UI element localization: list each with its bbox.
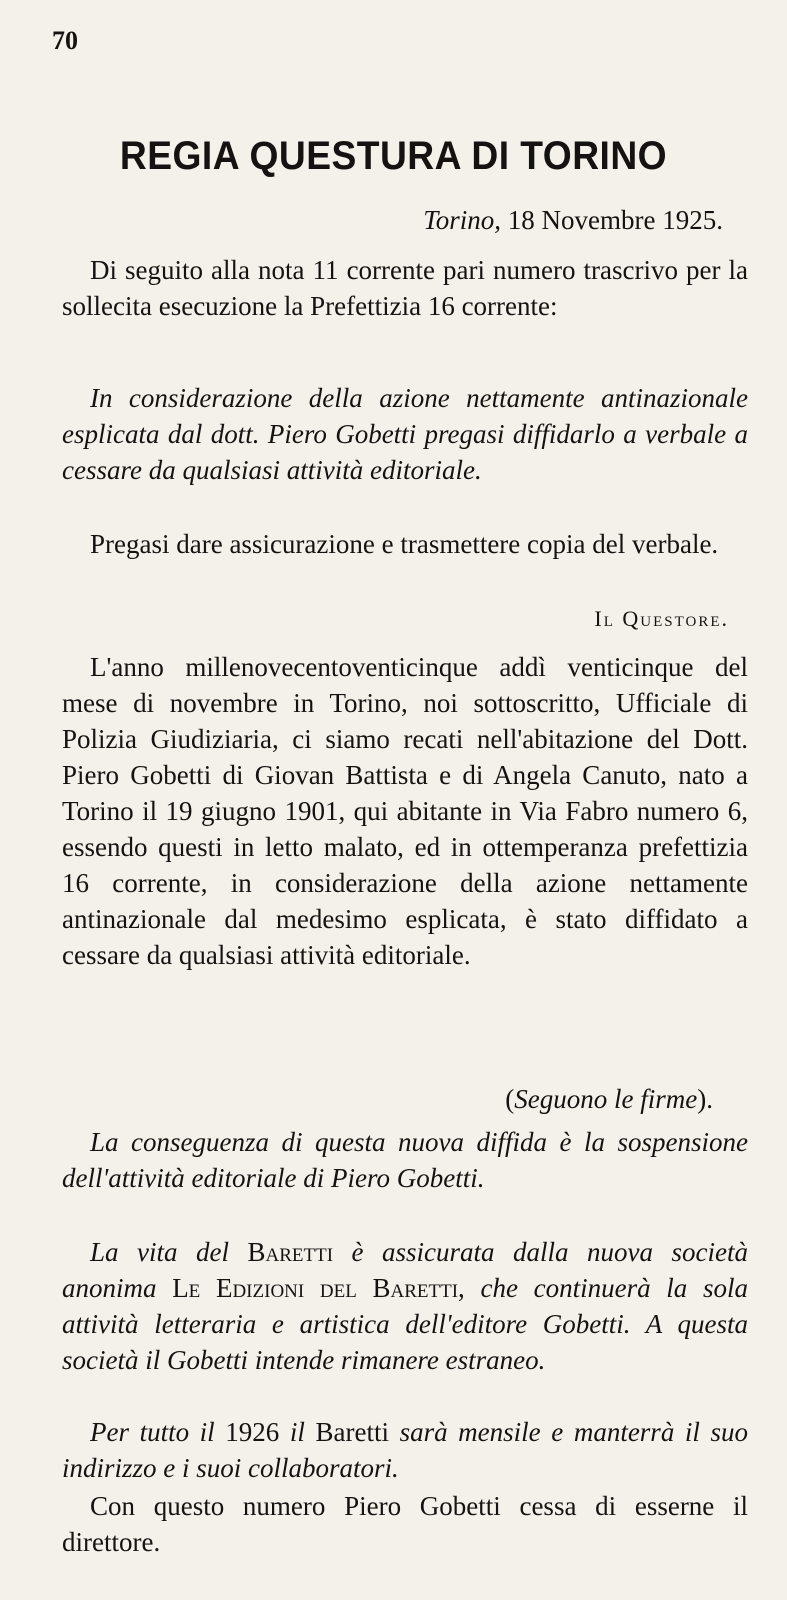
signature-firme: (Seguono le firme). [505, 1084, 713, 1114]
dateline [423, 205, 723, 236]
baretti-name-2: Baretti [315, 1417, 389, 1447]
paragraph-8: Con questo numero Piero Gobetti cessa di esserne il direttore. [62, 1491, 748, 1557]
document-title: REGIA QUESTURA DI TORINO [119, 134, 668, 178]
paragraph-7: Per tutto il 1926 il Baretti sarà mensile e manterrà il suo indirizzo e i suoi collaboratori. [62, 1417, 749, 1483]
paragraph-5: La conseguenza di questa nuova diffida è la sospensione dell'attività editoriale di Piero Gobetti. [62, 1127, 748, 1193]
dateline-date: 18 Novembre 1925. [507, 205, 723, 235]
paragraph-2-quoted-order: In considerazione della azione nettamente antinazionale esplicata dal dott. Piero Gobetti pregasi diffidarlo a verbale a cessare da qualsiasi attività editoriale. [62, 383, 748, 485]
dateline-place: Torino, [423, 205, 502, 235]
signature-questore: Il Questore. [594, 606, 729, 631]
paragraph-4-verbale: L'anno millenovecentoventicinque addì venticinque del mese di novembre in Torino, noi sottoscritto, Ufficiale di Polizia Giudiziaria, ci siamo recati nell'abitazione del Dott. Piero Gobetti di Giovan Battista e di Angela Canuto, nato a Torino il 19 giugno 1901, qui abitante in Via Fabro numero 6, essendo questi in letto malato, ed in ottemperanza prefettizia 16 corrente, in considerazione della azione nettamente antinazionale dal medesimo esplicata, è stato diffidato a cessare da qualsiasi attività editoriale. [62, 652, 748, 970]
paragraph-1: Di seguito alla nota 11 corrente pari numero trascrivo per la sollecita esecuzione la Prefettizia 16 corrente: [62, 255, 748, 321]
paragraph-3: Pregasi dare assicurazione e trasmettere copia del verbale. [90, 529, 719, 559]
edizioni-name: Le Edizioni del Baretti, [172, 1273, 465, 1303]
baretti-name: Baretti [247, 1237, 334, 1267]
page-number: 70 [52, 26, 78, 55]
paragraph-6: La vita del Baretti è assicurata dalla nuova società anonima Le Edizioni del Baretti, che continuerà la sola attività letteraria e artistica dell'editore Gobetti. A questa società il Gobetti intende rimanere estraneo. [62, 1237, 749, 1375]
signature-firme-text: Seguono le firme [514, 1084, 698, 1114]
